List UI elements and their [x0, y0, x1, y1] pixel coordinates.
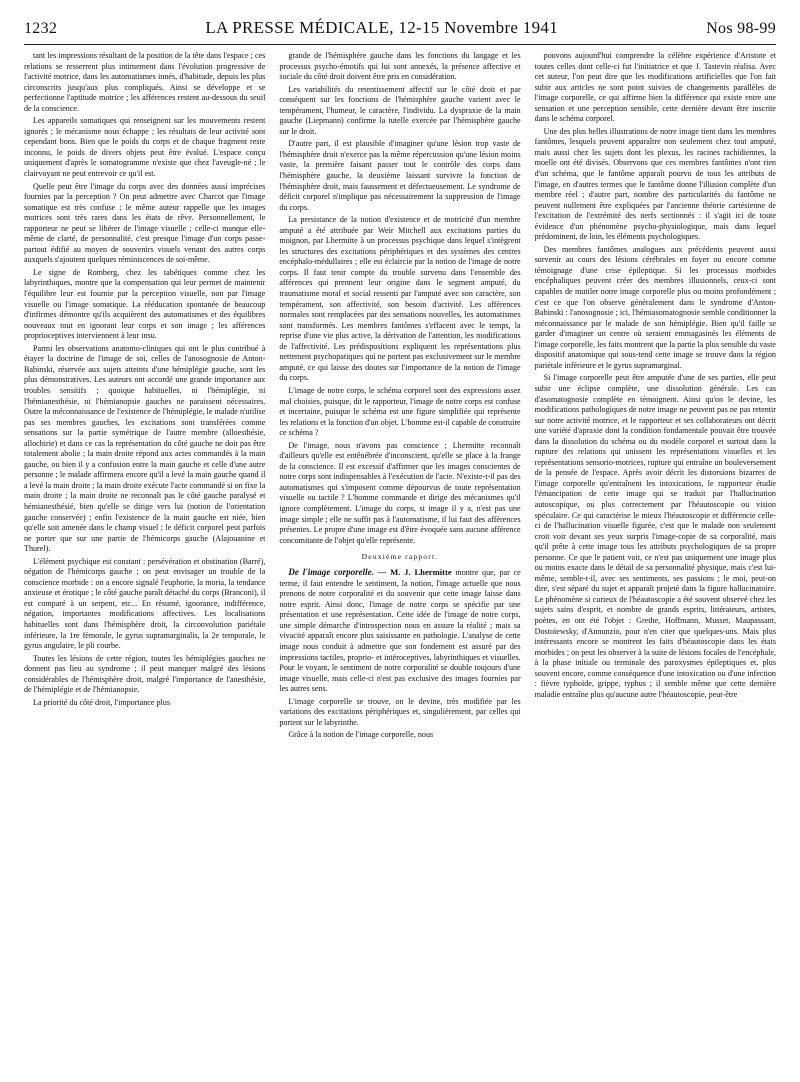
journal-title: LA PRESSE MÉDICALE, 12-15 Novembre 1941 — [205, 18, 559, 37]
paragraph: grande de l'hémisphère gauche dans les fonctions du langage et les processus psycho-émotifs qui lui sont annexés, la présence affective et sociale du côté droit doivent être pris en considération. — [279, 51, 521, 82]
paragraph: Une des plus belles illustrations de notre image tient dans les membres fantômes, lesquels peuvent apparaître non seulement chez tout amputé, mais aussi chez les sujets dont les plexus, les racines rachidiennes, la moelle ont été divisés. Observons que ces membres fantômes n'ont rien d'un schéma, que le fantôme apparaît pourvu de tous les attributs de l'image, en d'autres termes que le fantôme donne l'illusion complète d'un membre réel ; d'autre part, nombre des particularités du fantôme ne peuvent nullement être expliquées par l'ancienne théorie cartésienne de l'excitation de l'extrémité des nerfs sectionnés : il s'agit ici de toute évidence d'un phénomène psycho-physiologique, mais dans lequel prédominent, de loin, les éléments psychologiques. — [534, 126, 776, 242]
paragraph: Le signe de Romberg, chez les tabétiques comme chez les labyrinthiques, montre que la compensation qui leur permet de maintenir l'équilibre leur est fournie par la perception visuelle, non par l'image visuelle ou l'image somatique. La rééducation spontanée de beaucoup d'infirmes démontre qu'ils acquièrent des automatismes et des équilibres nouveaux tout en ignorant leur corps et son image ; les afférences proprioceptives interviennent à leur insu. — [24, 267, 266, 341]
issue-number: Nos 98-99 — [706, 20, 776, 37]
paragraph: De l'image, nous n'avons pas conscience ; Lhermitte reconnaît d'ailleurs qu'elle est entênébrée d'inconscient, qu'elle se place à la frange de la conscience. Il est excessif d'affirmer que les images conscientes de notre corps sont indispensables à l'exécution de l'acte. N'existe-t-il pas des automatismes qui s'imposent comme dépourvus de toute représentation visuelle ou tactile ? L'homme commande et dirige des mécanismes qu'il ignore complètement. L'image du corps, si image il y a, n'est pas une image simple ; elle ne suffit pas à l'automatisme, il lui faut des afférences présentes. Le propre d'une image est d'être évoquée sans aucune afférence concomitante de l'objet qu'elle représente. — [279, 440, 521, 545]
header-rule — [24, 44, 776, 45]
paragraph: La priorité du côté droit, l'importance plus — [33, 697, 170, 707]
paragraph: Grâce à la notion de l'image corporelle, nous — [288, 730, 434, 740]
paragraph: Les appareils somatiques qui renseignent sur les mouvements restent ignorés ; le mécanisme nous échappe ; les résultats de leur activité sont cependant bons. Bien que le poids du corps et de chaque fragment reste inconnu, le poids de divers objets peut être évalué. L'espace conçu uniquement d'après le somatogramme n'existe que chez l'aveugle-né ; le clairvoyant ne peut entrevoir ce qu'il est. — [24, 116, 266, 179]
paragraph: Quelle peut être l'image du corps avec des données aussi imprécises fournies par la perception ? On peut admettre avec Charcot que l'image somatique est très confuse ; le même auteur rappelle que les images motrices sont très rares dans les états de rêve. Personnellement, le rapporteur ne peut se libérer de l'image visuelle ; celle-ci manque elle-même de clarté, de personnalité, c'est presque l'image d'un corps passe-partout édifié au moyen de souvenirs visuels venant des autres corps auxquels s'ajoutent quelques réminiscences de soi-même. — [24, 181, 266, 265]
paragraph: Si l'image corporelle peut être amputée d'une de ses parties, elle peut subir une éclipse complète, une dissolution générale. Les cas d'asomatognosie complète en témoignent. Ainsi qu'on le devine, les modifications pathologiques de notre image ne peuvent pas ne pas retentir sur notre activité motrice, et le rapporteur et ses collaborateurs ont décrit une variété d'apraxie dont la condition fondamentale pouvait être trouvée dans la dissolution du schéma ou du modèle corporel et surtout dans la rupture des relations qui unissent les représentations visuelles et les représentations sensorio-motrices, rupture qui entraîne un bouleversement de la pensée de l'espace. Après avoir décrit les distorsions bizarres de l'image corporelle qu'entraînent les intoxications, le rapporteur étudie l'émancipation de cette image qui se traduit par l'hallucination autoscopique, ou plus correctement par l'héautoscopie ou vision spéculaire. Ce qui caractérise le mieux l'héautoscopie et différencie celle-ci de l'hallucination visuelle figurée, c'est que le malade non seulement croit voir devant ses yeux surpris l'image-copie de sa corporalité, mais qu'il prête à cette image tous les attributs psychologiques de sa propre personne. Ce que le patient voit, ce n'est pas uniquement une image plus ou moins exacte dans le détail de sa personnalité physique, mais c'est lui-même, semble-t-il, avec ses sentiments, ses passions ; le moi, peut-on dire, s'est séparé du sujet et apparaît projeté dans la figure hallucinatoire. Le phénomène si curieux de l'héautoscopie a été souvent observé chez les sujets sains d'esprit, et nombre de grands esprits, littérateurs, artistes, poètes, en ont été l'objet : Grethe, Hoffmann, Musset, Maupassant, Dostoïewsky, d'Annunzio, pour n'en citer que quelques-uns. Mais plus intéressants encore se montrent les faits d'héautoscopie dans les états morbides ; on peut les observer à la suite de lésions focales de l'encéphale, à la phase initiale ou terminale des paroxysmes épileptiques et, plus souvent encore, comme conséquence d'une intoxication ou d'une infection : fièvre typhoïde, grippe, typhus ; il semble même que cette dernière maladie entraîne plus qu'aucune autre l'héautoscopie, peut-être — [534, 373, 776, 699]
section-label: Deuxième rapport. — [361, 552, 439, 562]
paragraph: D'autre part, il est plausible d'imaginer qu'une lésion trop vaste de l'hémisphère droit n'exerce pas la même répercussion qu'une lésion moins vaste, la première faisant passer tout le contrôle des corps dans l'hémisphère gauche, la deuxième laissant survivre la fonction de l'hémisphère droit, mais faussement et défectueusement. Le syndrome de déficit corporel n'implique pas nécessairement la suppression de l'image du corps. — [279, 139, 521, 212]
column-1 — [24, 51, 265, 1061]
paragraph: pouvons aujourd'hui comprendre la célèbre expérience d'Aristote et toutes celles dont celle-ci fut l'initiatrice et que J. Tastevin réalisa. Avec cet auteur, l'on peut dire que les modifications artificielles que l'on fait subir aux articles ne sont point suivies de changements parallèles de l'image corporelle, ce qui affirme bien la différence qui existe entre une sensation et une perception sensible, cette dernière devant être inscrite dans le schéma corporel. — [534, 51, 776, 124]
paragraph: Les variabilités du retentissement affectif sur le côté droit et par conséquent sur les fonctions de l'hémisphère gauche varient avec le tempérament, l'humeur, le caractère, l'individu. La dyspraxie de la main gauche (Liepmann) confirme la tutelle exercée par l'hémisphère gauche sur le droit. — [279, 84, 521, 136]
page-header — [24, 18, 776, 42]
paragraph: Des membres fantômes analogues aux précédents peuvent aussi survenir au cours des lésions cérébrales en foyer ou encore comme témoignage d'une crise épileptique. Si les processus morbides encéphaliques peuvent créer des membres illusionnels, ceux-ci sont capables de mutiler notre image corporelle plus ou moins profondément ; c'est ce que l'on observe généralement dans le syndrome d'Anton-Babinski : l'anosognosie ; ici, l'hémiasomatognosie semble conditionner la méconnaissance par le malade de son hémiplégie. Bien qu'il faille se garder d'imaginer un centre où seraient emmagasinés les éléments de l'image corporelle, les faits montrent que la partie la plus sensible du vaste dispositif anatomique qui sous-tend cette image se trouve dans la région pariétale inférieure et le gyrus supramarginal. — [534, 244, 776, 370]
paragraph: tant les impressions résultant de la position de la tête dans l'espace ; ces relations se resserrent plus intimement dans l'évolution progressive de l'activité motrice, dans les automatismes innés, d'habitude, depuis les plus circonscrits jusqu'aux plus compliqués. Ainsi se développe et se perfectionne l'aptitude motrice ; les afférences restent au-dessous du seuil de la conscience. — [24, 51, 266, 113]
article-title: De l'image corporelle. — [288, 566, 374, 577]
paragraph: L'élément psychique est constant : persévération et obstination (Barré), négation de l'hémicorps gauche ; on peut envisager un trouble de la conscience morbide : on a encore signalé l'euphorie, la moria, la tendance anxieuse et érotique ; le côté gauche paraît détaché du corps (Branconi), il est comparé à un serpent, etc... En résumé, ignorance, indifférence, négation, importantes modifications affectives. Les localisations habituelles sont dans l'hémisphère droit, la circonvolution pariétale inférieure, la 1re fémorale, le gyrus supramarginalis, la 2e temporale, le gyrus angulaire, le pli courbe. — [24, 556, 266, 651]
column-2 — [279, 51, 520, 1061]
article-author: — M. J. Lhermitte — [377, 566, 452, 577]
article-subhead — [279, 567, 520, 695]
paragraph: Toutes les lésions de cette région, toutes les hémiplégies gauches ne donnent pas lieu au syndrome ; il peut manquer malgré des lésions considérables de l'hémisphère droit, malgré l'importance de l'anesthésie, de l'hémiplégie et de l'hémianopsie. — [24, 653, 266, 695]
paragraph: L'image corporelle se trouve, on le devine, très modifiée par les variations des excitations périphériques et, singulièrement, par celles qui portent sur le labyrinthe. — [279, 696, 521, 727]
text-columns — [24, 51, 776, 1061]
paragraph: montre que, par ce terme, il faut entendre le sentiment, la notion, l'image actuelle que nous prenons de notre corporalité et du souvenir que cette image laisse dans notre esprit. Ainsi donc, l'image de notre corps se spécifie par une présentation et une représentation. Cette idée de l'image de notre corps, une simple démarche d'introspection nous en assure la réalité ; mais sa vivacité apparaît encore plus saisissante en pathologie. L'analyse de cette image nous conduit à admettre que son fondement est assuré par des impressions tactiles, proprio- et intéroceptives, labyrinthiques et visuelles. Pour le voyant, le sentiment de notre corporalité se double toujours d'une image visuelle, mais celle-ci n'est pas exclusive des images fournies par les autres sens. — [279, 567, 521, 694]
paragraph: L'image de notre corps, le schéma corporel sont des expressions assez mal choisies, puisque, dit le rapporteur, l'image de notre corps est confuse et incertaine, puisque le schéma est une figure simplifiée qui représente les relations et la fonction d'un objet. L'homme est-il capable de construire ce schéma ? — [279, 385, 521, 438]
column-3 — [535, 51, 776, 1061]
paragraph: La persistance de la notion d'existence et de motricité d'un membre amputé a été attribuée par Weir Mitchell aux excitations parties du moignon, par Lhermitte à un processus psychique dans lequel s'intègrent les structures des excitations périphériques et des systèmes des centres encéphalo-médullaires ; elle est éclaircie par la notion de l'image de notre corps. Il faut tenir compte du trouble survenu dans l'ensemble des afférences qui prennent leur origine dans le segment amputé, du traumatisme moral et social ressenti par l'amputé avec son caractère, son tempérament, son affectivité, son besoin d'activité. Les afférences normales sont remplacées par des sensations nouvelles, les automatismes sont transformés. Les membres fantômes s'effacent avec le temps, la reprise d'une vie plus active, la dérivation de l'attention, les modifications de l'affectivité. Les prédispositions expliquent les représentations plus nettement psychopatiques qui ne portent pas exclusivement sur le membre amputé, ce qui laisse des doutes sur l'importance de la notion de l'image du corps. — [279, 215, 521, 383]
page-number: 1232 — [24, 20, 58, 37]
paragraph: Parmi les observations anatomo-cliniques qui ont le plus contribué à étayer la doctrine de l'image de soi, celles de l'anosognosie de Anton-Babinski, réservée aux sujets atteints d'une hémiplégie gauche, sont les plus démonstratives. Les auteurs ont accordé une grande importance aux troubles sensitifs ; quoique habituelles, ni l'hémiplégie, ni l'hémianesthésie, ni l'hémianopsie gauches ne paraissent nécessaires. Outre la méconnaissance de l'existence de l'hémiplégie, le malade n'utilise pas ses membres gauches, les excitations sont transférées comme sensations sur la partie symétrique de l'autre membre (alloesthésie, allochirie) et dans ce cas la représentation du côté gauche ne doit pas être totalement abolie ; la main droite répond aux actes commandés à la main gauche, ou bien il y a confusion entre la main gauche et celle d'une autre personne ; le malade affirmera encore qu'il a levé la main gauche quand il a levé la main droite ; la main droite exécute l'acte commandé si on fixe la main droite ; la main droite ne reconnaît pas le côté gauche paralysé et hémianesthésié, bien qu'elle se dirige vers lui (notion de l'orientation gauche conservée) ; enfin l'existence de la main gauche est niée, bien qu'elle soit amenée dans le champ visuel ; le déficit corporel peut parfois ne porter que sur une partie de l'hémicorps gauche (Alajouanine et Thurel). — [24, 343, 266, 554]
